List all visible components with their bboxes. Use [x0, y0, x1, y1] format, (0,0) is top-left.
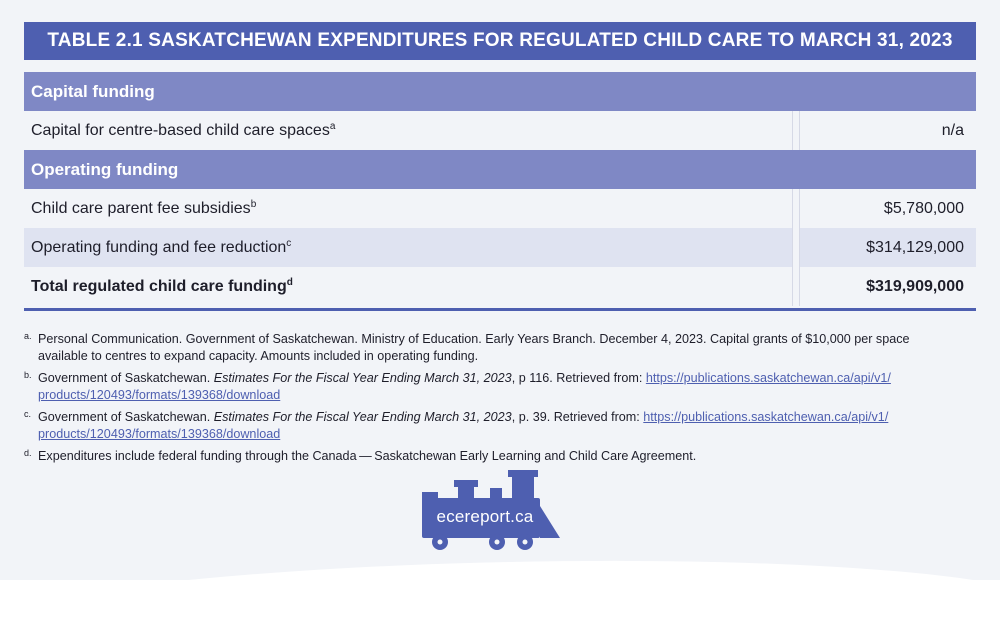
footnotes — [24, 331, 954, 470]
row-value: $5,780,000 — [800, 189, 976, 228]
row-label: Total regulated child care funding$^d$ — [24, 267, 792, 306]
expenditures-table — [24, 72, 976, 311]
table-title: TABLE 2.1 SASKATCHEWAN EXPENDITURES FOR REGULATED CHILD CARE TO MARCH 31, 2023 — [24, 22, 976, 60]
footnote-d: d. Expenditures include federal funding through the Canada — Saskatchewan Early Learning and Child Care Agreement. — [24, 448, 697, 463]
source-link[interactable]: https://publications.saskatchewan.ca/api/v1/ products/120493/formats/139368/download — [38, 410, 889, 441]
row-label: Child care parent fee subsidies$^b$ — [24, 189, 792, 228]
column-divider — [792, 111, 800, 150]
table-bottom-rule — [24, 308, 976, 311]
row-value: $314,129,000 — [800, 228, 976, 267]
footnote-b: b. Government of Saskatchewan. Estimates For the Fiscal Year Ending March 31, 2023, p 116. Retrieved from: https://publications.saskatchewan.ca/api/v1/ products/120493/formats/139368/download — [24, 370, 891, 402]
footnote-ref: b — [250, 199, 257, 210]
row-value: n/a — [800, 111, 976, 150]
section-header-operating: Operating funding — [24, 150, 976, 189]
total-row — [24, 267, 976, 306]
logo-text: ecereport.ca — [436, 507, 534, 526]
row-label: Operating funding and fee reduction$^c$ — [24, 228, 792, 267]
footnote-ref: d — [286, 277, 293, 288]
footnote-ref: c — [286, 238, 292, 249]
footnote-a: a. Personal Communication. Government of Saskatchewan. Ministry of Education. Early Years Branch. December 4, 2023. Capital grants of $10,000 per space available to centres to expand capacity. Amounts included in operating funding. — [24, 331, 910, 363]
table-row — [24, 189, 976, 228]
column-divider — [792, 267, 800, 306]
column-divider — [792, 189, 800, 228]
table-row — [24, 228, 976, 267]
row-label: Capital for centre-based child care spaces$^a$ — [24, 111, 792, 150]
column-divider — [792, 228, 800, 267]
footnote-c: c. Government of Saskatchewan. Estimates For the Fiscal Year Ending March 31, 2023, p. 39. Retrieved from: https://publications.saskatchewan.ca/api/v1/ products/120493/formats/139368/download — [24, 409, 889, 441]
row-value: $319,909,000 — [800, 267, 976, 306]
footnote-ref: a — [329, 121, 336, 132]
source-link[interactable]: https://publications.saskatchewan.ca/api/v1/ products/120493/formats/139368/download — [38, 371, 891, 402]
section-header-capital: Capital funding — [24, 72, 976, 111]
table-row — [24, 111, 976, 150]
